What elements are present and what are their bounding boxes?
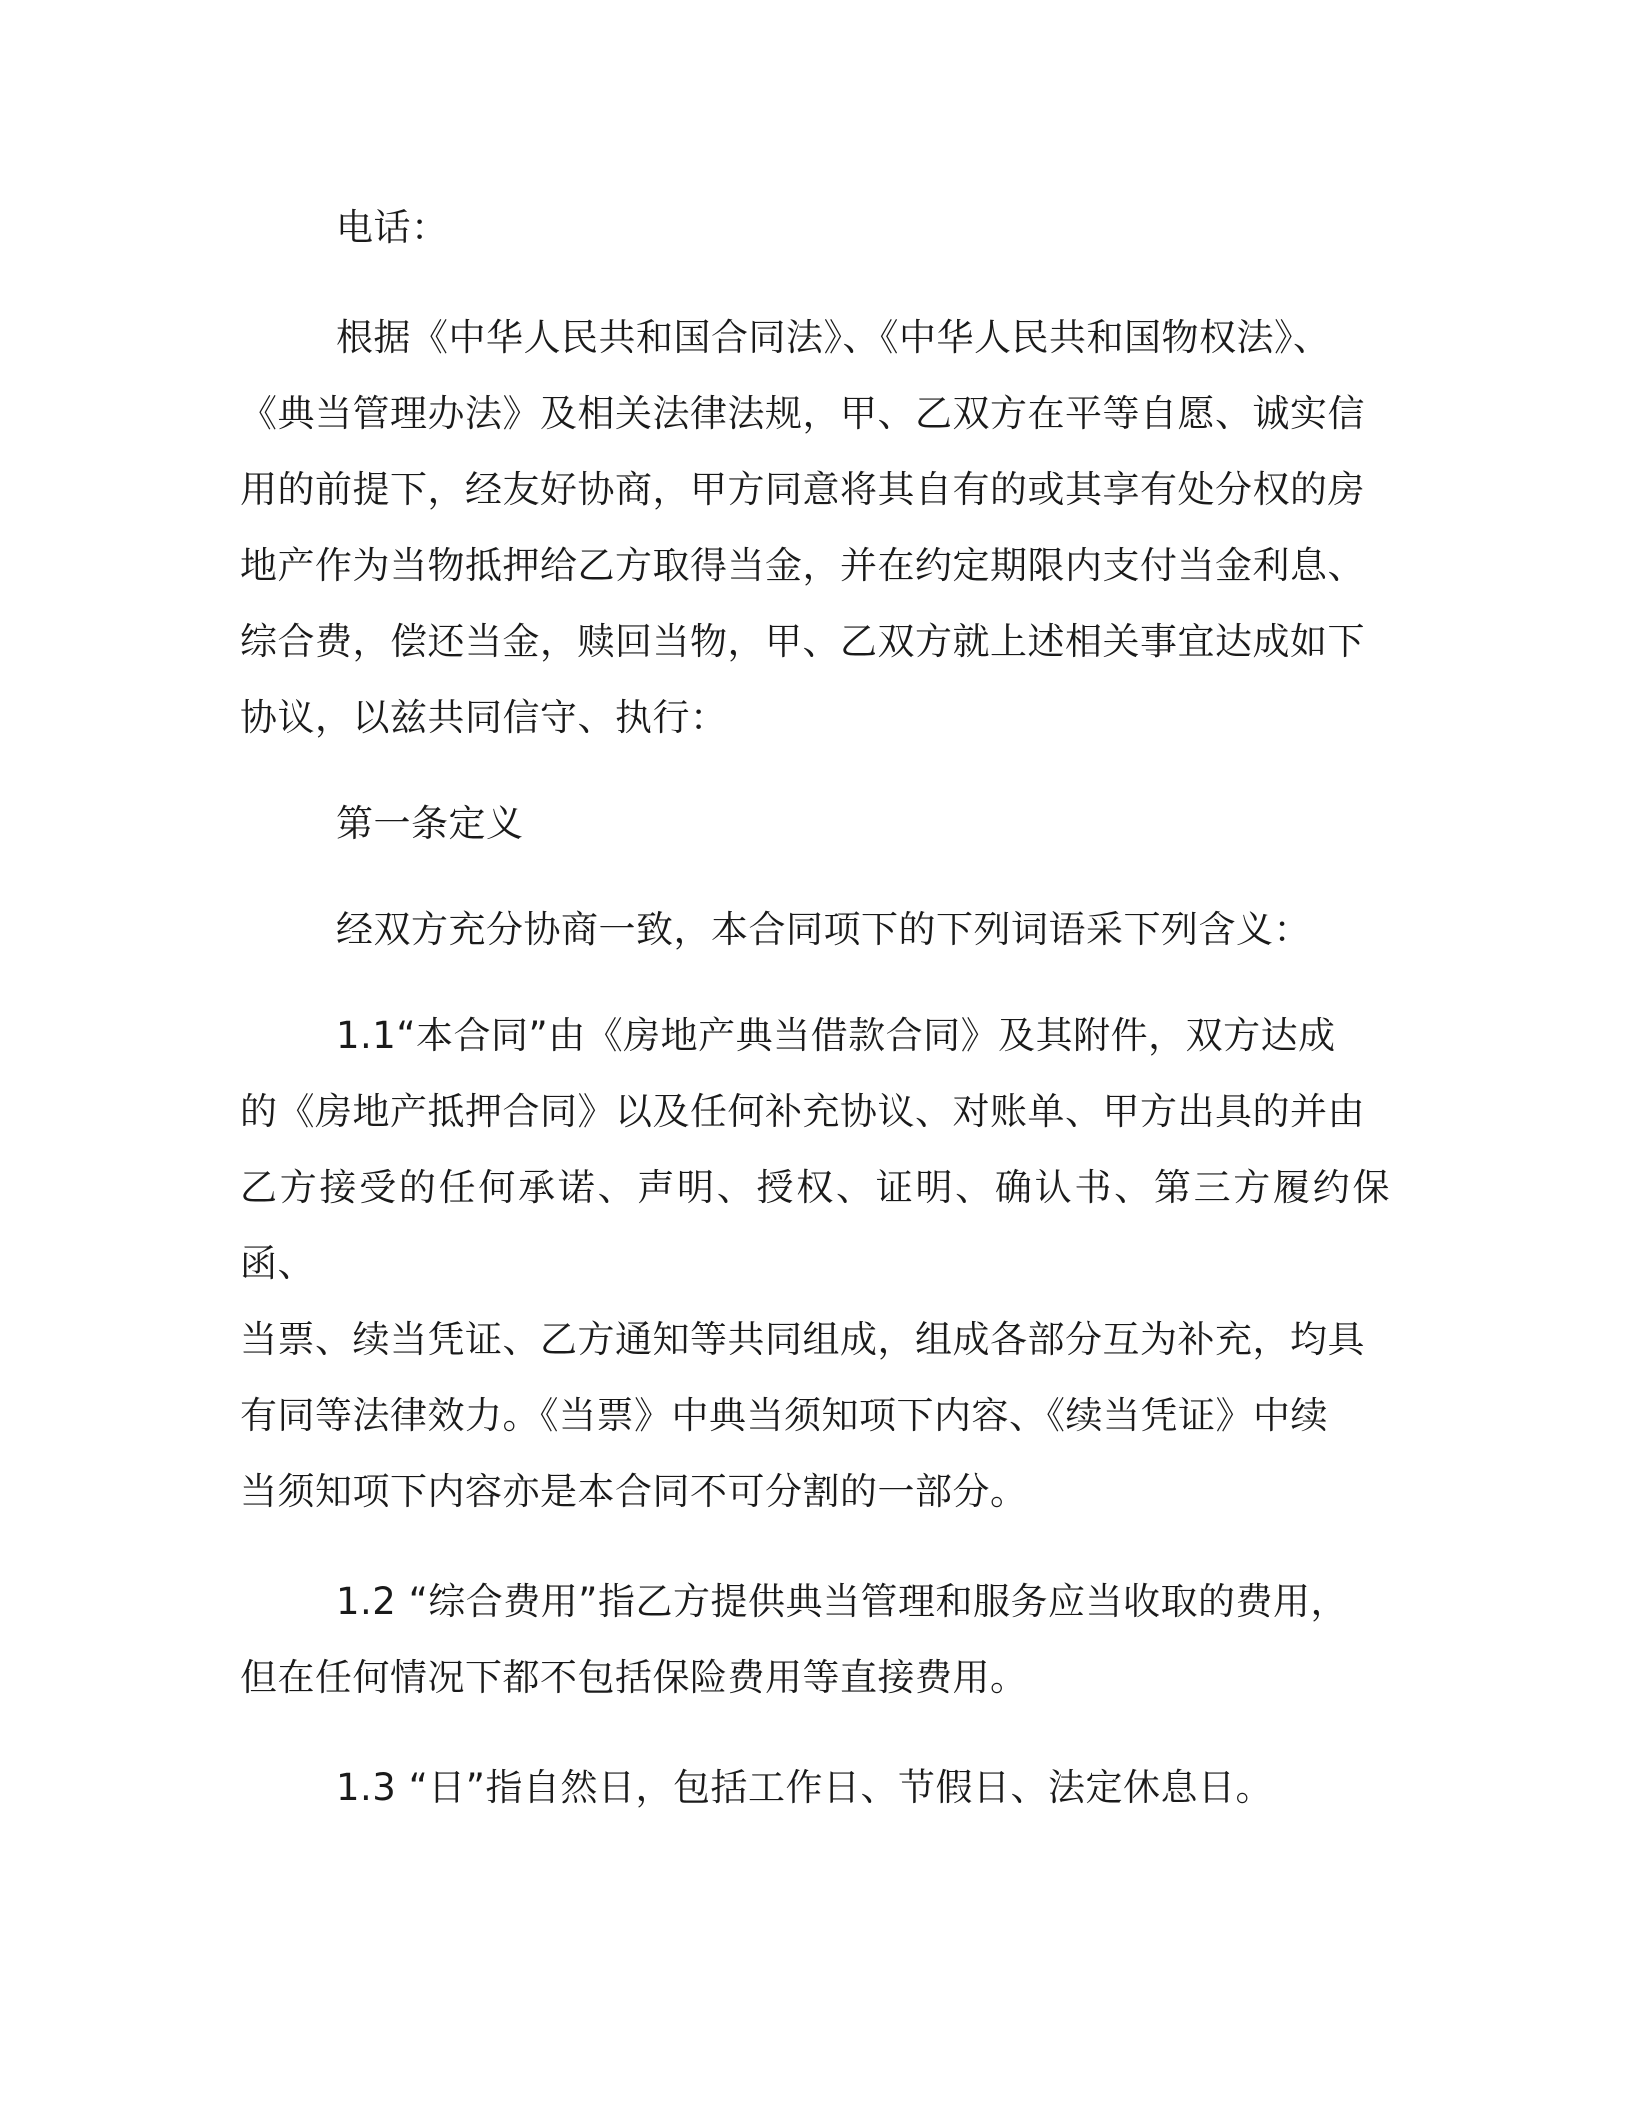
intro-paragraph [240,300,1390,756]
intro-line: 综合费，偿还当金，赎回当物，甲、乙双方就上述相关事宜达成如下 [240,620,1365,663]
intro-line: 根据《中华人民共和国合同法》、《中华人民共和国物权法》、 [336,316,1331,359]
intro-line: 《典当管理办法》及相关法律法规，甲、乙双方在平等自愿、诚实信 [240,392,1365,435]
clause-1-2 [240,1564,1390,1716]
clause-1-3: 1.3 “日”指自然日，包括工作日、节假日、法定休息日。 [336,1766,1273,1809]
intro-line: 协议，以兹共同信守、执行： [240,696,728,739]
clause-line: 有同等法律效力。《当票》中典当须知项下内容、《续当凭证》中续 [240,1394,1328,1437]
clause-line: 的《房地产抵押合同》以及任何补充协议、对账单、甲方出具的并由 [240,1090,1365,1133]
clause-line: 当票、续当凭证、乙方通知等共同组成，组成各部分互为补充，均具 [240,1318,1365,1361]
clause-line: 乙方接受的任何承诺、声明、授权、证明、确认书、第三方履约保函、 [240,1166,1390,1285]
clause-line: 1.2 “综合费用”指乙方提供典当管理和服务应当收取的费用， [336,1580,1348,1623]
clause-line: 1.1“本合同”由《房地产典当借款合同》及其附件，双方达成 [336,1014,1336,1057]
phone-label: 电话： [336,206,449,249]
document-body [240,190,1390,1826]
intro-line: 地产作为当物抵押给乙方取得当金，并在约定期限内支付当金利息、 [240,544,1365,587]
article-title: 第一条定义 [336,802,524,845]
clause-1-1 [240,998,1390,1530]
clause-line: 但在任何情况下都不包括保险费用等直接费用。 [240,1656,1028,1699]
definition-intro: 经双方充分协商一致，本合同项下的下列词语采下列含义： [336,908,1311,951]
intro-line: 用的前提下，经友好协商，甲方同意将其自有的或其享有处分权的房 [240,468,1365,511]
clause-line: 当须知项下内容亦是本合同不可分割的一部分。 [240,1470,1028,1513]
